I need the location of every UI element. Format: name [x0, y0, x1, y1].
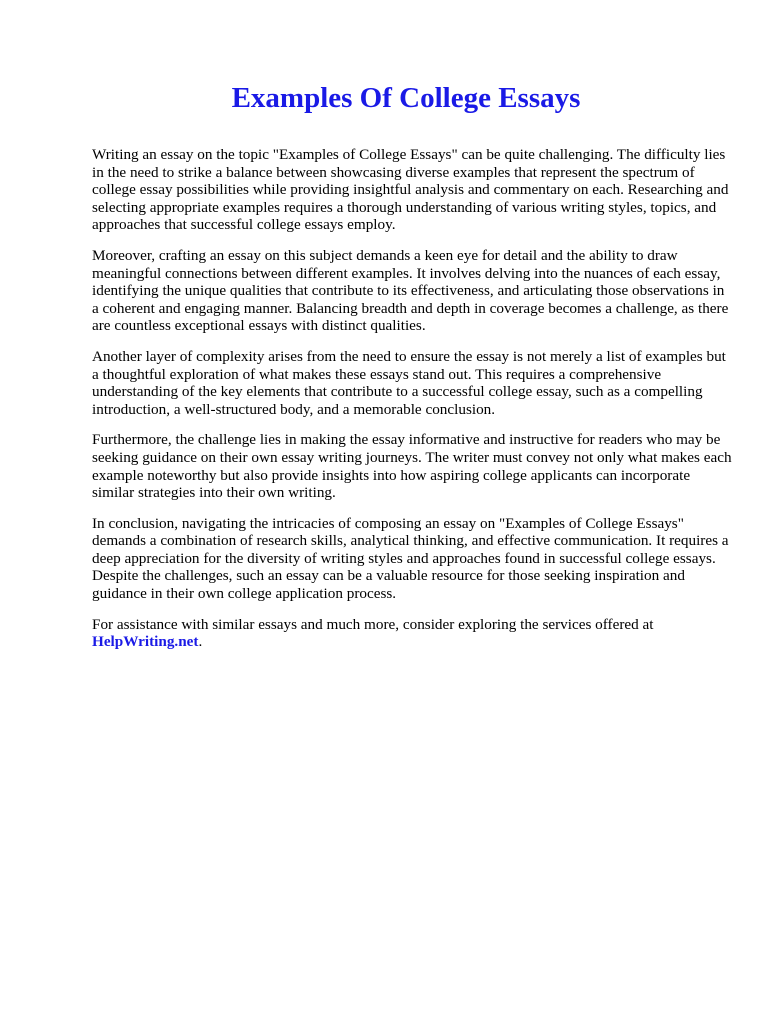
paragraph-4: Furthermore, the challenge lies in making the essay informative and instructive for readers who may be seeking guidance on their own essay writing journeys. The writer must convey not only what makes each example noteworthy but also provide insights into how aspiring college applicants can incorporate similar strategies into their own writing. — [92, 431, 732, 502]
paragraph-5: In conclusion, navigating the intricacies of composing an essay on "Examples of College Essays" demands a combination of research skills, analytical thinking, and effective communication. It requires a deep appreciation for the diversity of writing styles and approaches found in successful college essays. Despite the challenges, such an essay can be a valuable resource for those seeking inspiration and guidance in their own college application process. — [92, 514, 729, 603]
paragraph-1: Writing an essay on the topic "Examples of College Essays" can be quite challenging. The difficulty lies in the need to strike a balance between showcasing diverse examples that represent the spectrum of college essay possibilities while providing insightful analysis and commentary on each. Researching and selecting appropriate examples requires a thorough understanding of various writing styles, topics, and approaches that successful college essays employ. — [92, 146, 729, 234]
paragraph-3: Another layer of complexity arises from the need to ensure the essay is not merely a list of examples but a thoughtful exploration of what makes these essays stand out. This requires a comprehensive understanding of the key elements that contribute to a successful college essay, such as a compelling introduction, a well-structured body, and a memorable conclusion. — [92, 347, 726, 418]
page-title: Examples Of College Essays — [231, 82, 581, 114]
paragraph-2: Moreover, crafting an essay on this subject demands a keen eye for detail and the ability to draw meaningful connections between different examples. It involves delving into the nuances of each essay, identifying the unique qualities that contribute to its effectiveness, and articulating those observations in a coherent and engaging manner. Balancing breadth and depth in coverage becomes a challenge, as there are countless exceptional essays with distinct qualities. — [92, 246, 729, 335]
closing-text: For assistance with similar essays and much more, consider exploring the services offered at — [92, 615, 654, 633]
helpwriting-link[interactable]: HelpWriting.net — [92, 633, 199, 651]
closing-period: . — [198, 633, 203, 651]
essay-body — [92, 146, 732, 664]
closing-paragraph — [92, 616, 732, 651]
